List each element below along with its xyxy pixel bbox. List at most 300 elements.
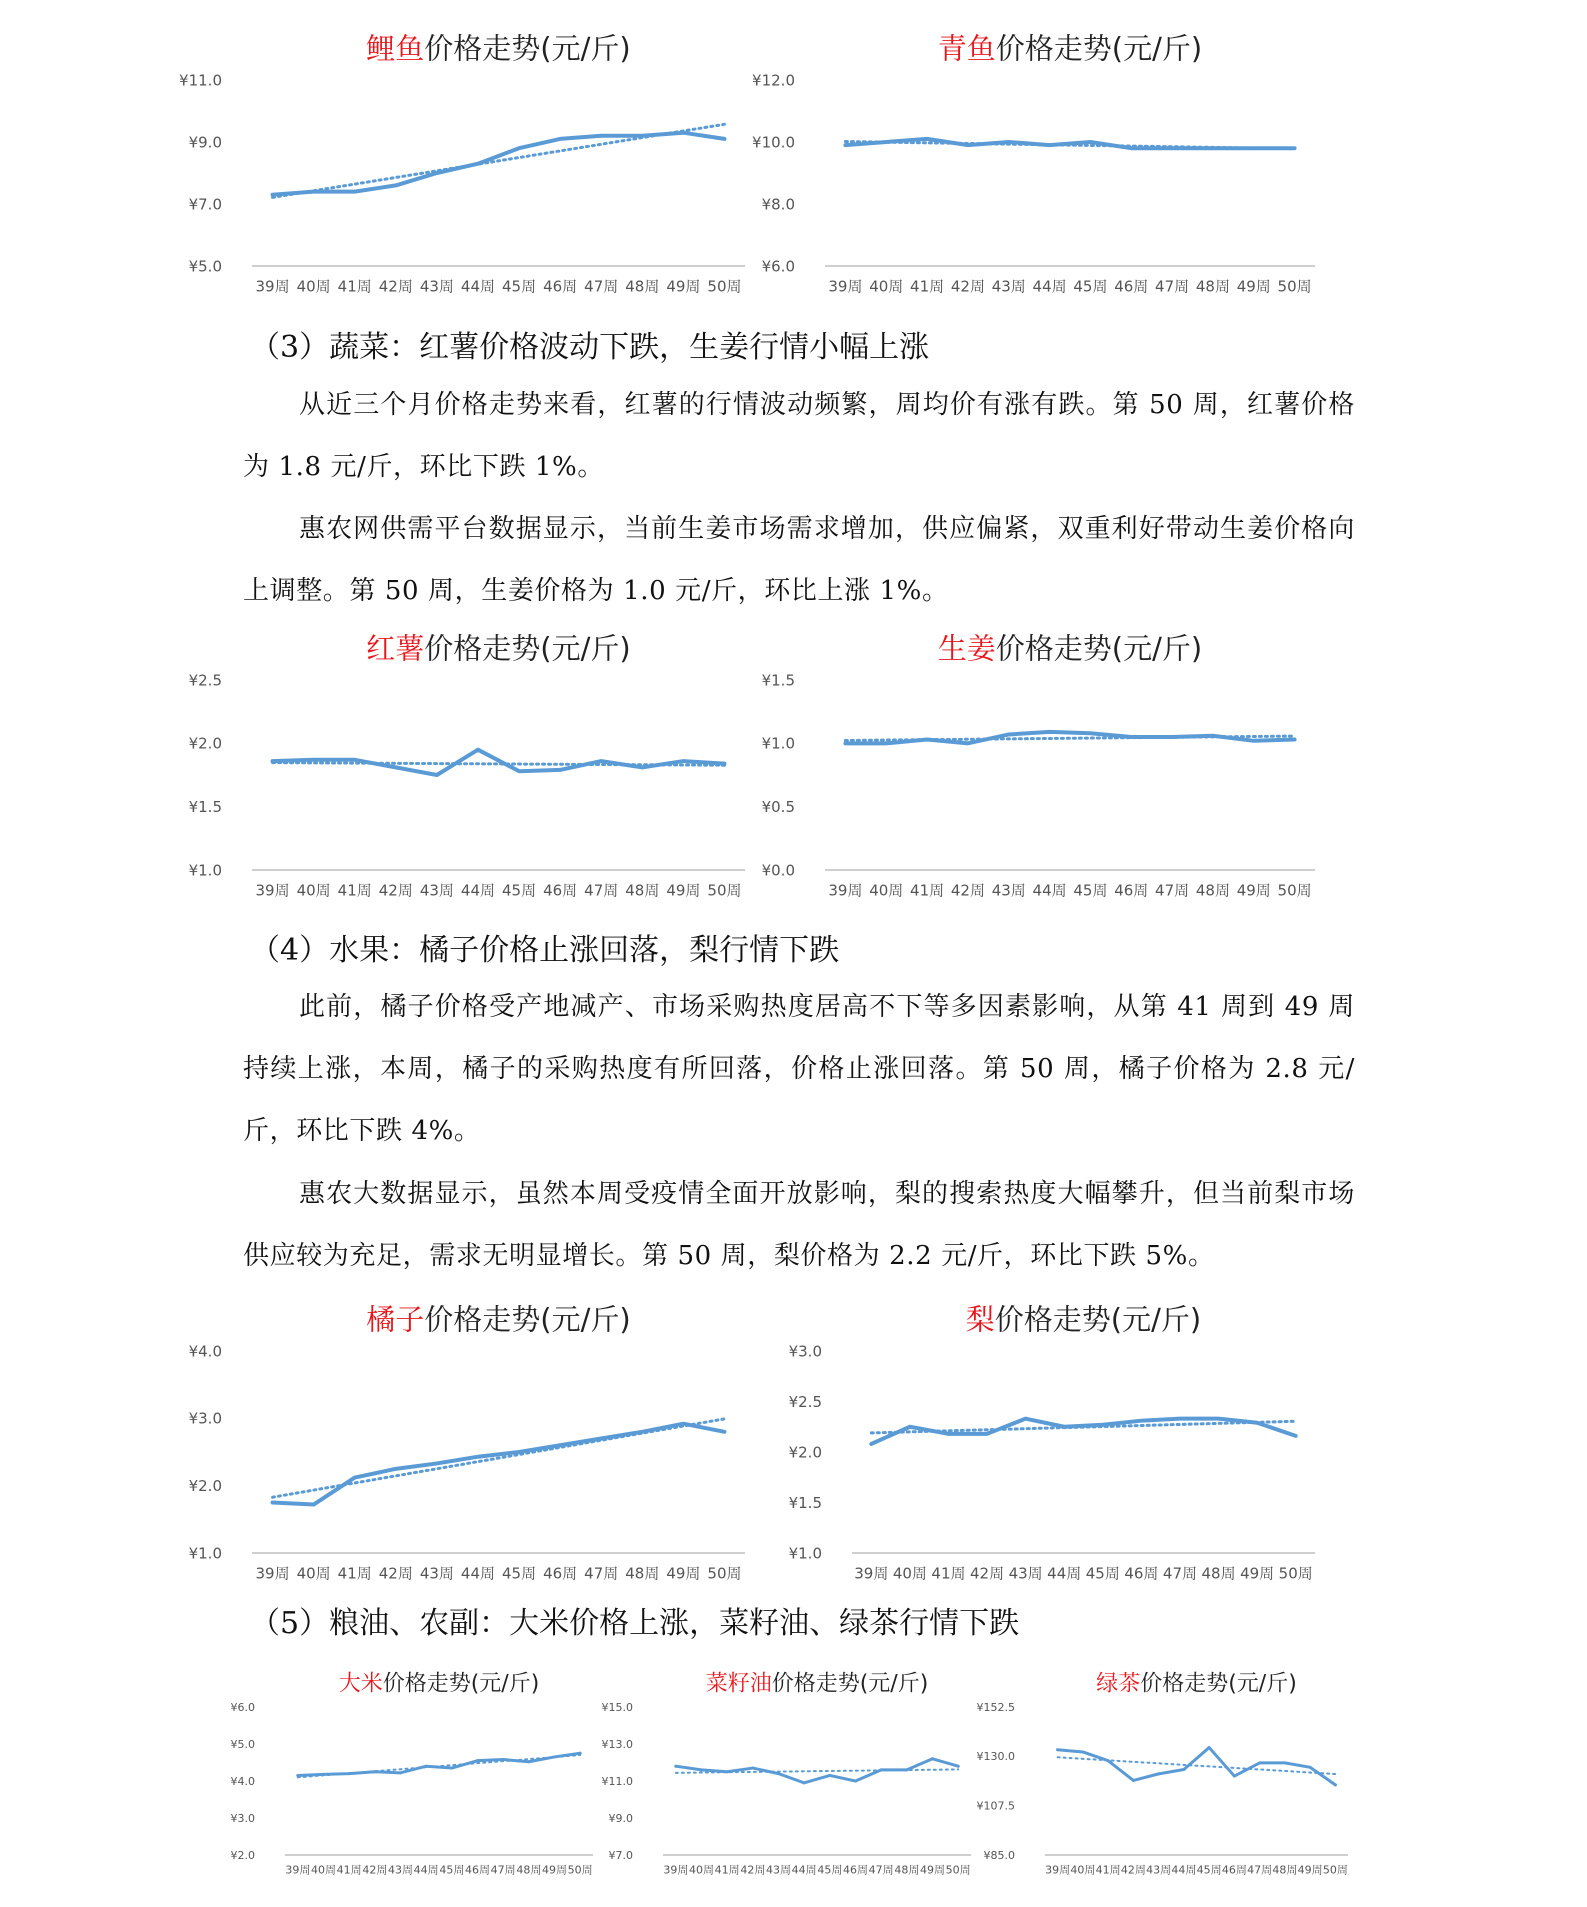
x-tick-label: 48周 (625, 277, 660, 296)
data-point (1252, 147, 1255, 150)
data-point (1132, 1779, 1135, 1782)
x-tick-label: 50周 (567, 1863, 593, 1877)
data-point (553, 1755, 556, 1758)
data-point (931, 1757, 934, 1760)
x-tick-label: 49周 (1240, 1564, 1275, 1583)
x-tick-label: 50周 (1322, 1863, 1348, 1877)
data-point (450, 1767, 453, 1770)
data-point (312, 758, 315, 761)
x-tick-label: 39周 (828, 881, 863, 900)
y-tick-label: ¥1.5 (761, 671, 795, 690)
x-tick-label: 39周 (255, 1564, 290, 1583)
chart-title (366, 1302, 630, 1336)
x-tick-label: 44周 (413, 1863, 439, 1877)
data-point (476, 162, 479, 165)
chart-title-product: 鲤鱼 (366, 31, 425, 66)
x-tick-label: 44周 (1171, 1863, 1197, 1877)
paragraph-ginger: 惠农网供需平台数据显示，当前生姜市场需求增加，供应偏紧，双重利好带动生姜价格向上调整。第 50 周，生姜价格为 1.0 元/斤，环比上涨 1%。 (243, 514, 1355, 606)
data-point (435, 1462, 438, 1465)
data-point (435, 774, 438, 777)
x-tick-label: 41周 (910, 277, 945, 296)
y-tick-label: ¥1.5 (188, 797, 222, 816)
data-point (966, 144, 969, 147)
x-tick-label: 50周 (945, 1863, 971, 1877)
x-tick-label: 41周 (931, 1564, 966, 1583)
y-tick-label: ¥15.0 (601, 1700, 633, 1714)
x-tick-label: 47周 (1155, 881, 1190, 900)
x-tick-label: 43周 (419, 881, 454, 900)
chart-title-unit: 价格走势(元/斤) (424, 1302, 631, 1337)
data-point (271, 193, 274, 196)
data-point (777, 1772, 780, 1775)
chart-pear (780, 1303, 1335, 1603)
x-tick-label: 45周 (501, 277, 537, 296)
chart-svg (760, 632, 1335, 920)
chart-title-unit: 价格走势(元/斤) (995, 31, 1203, 66)
chart-svg (190, 632, 765, 920)
data-point (926, 738, 929, 741)
x-tick-label: 40周 (296, 1564, 331, 1583)
data-point (870, 1442, 873, 1445)
data-point (1063, 1425, 1066, 1428)
chart-title-unit: 价格走势(元/斤) (994, 1302, 1202, 1337)
y-tick-label: ¥0.0 (761, 861, 795, 880)
data-point (1048, 144, 1051, 147)
data-point (1007, 733, 1010, 736)
chart-title-unit: 价格走势(元/斤) (382, 1671, 540, 1697)
x-tick-label: 41周 (337, 881, 372, 900)
data-point (641, 134, 644, 137)
x-tick-label: 49周 (666, 277, 701, 296)
y-tick-label: ¥11.0 (179, 71, 222, 90)
data-point (1283, 1761, 1286, 1764)
data-point (502, 1758, 505, 1761)
chart-svg (230, 1665, 605, 1895)
data-point (885, 141, 888, 144)
data-point (1171, 736, 1174, 739)
chart-svg (976, 1665, 1360, 1895)
data-point (1107, 1759, 1110, 1762)
data-point (1211, 734, 1214, 737)
data-point (1309, 1766, 1312, 1769)
x-tick-label: 42周 (362, 1863, 388, 1877)
x-tick-label: 39周 (255, 881, 290, 900)
data-point (348, 1772, 351, 1775)
data-point (1048, 730, 1051, 733)
x-tick-label: 42周 (1120, 1863, 1146, 1877)
y-tick-label: ¥8.0 (761, 195, 795, 214)
data-point (682, 131, 685, 134)
y-tick-label: ¥7.0 (608, 1848, 633, 1862)
data-point (947, 1432, 950, 1435)
data-point (723, 762, 726, 765)
data-point (353, 1476, 356, 1479)
y-tick-label: ¥85.0 (983, 1848, 1015, 1862)
y-tick-label: ¥4.0 (188, 1342, 222, 1361)
y-tick-label: ¥10.0 (752, 133, 795, 152)
chart-title-unit: 价格走势(元/斤) (424, 31, 631, 66)
x-tick-label: 43周 (419, 277, 454, 296)
data-point (1056, 1748, 1059, 1751)
data-point (1007, 141, 1010, 144)
data-point (312, 190, 315, 193)
x-tick-label: 42周 (950, 277, 985, 296)
data-point (476, 1759, 479, 1762)
data-point (803, 1781, 806, 1784)
x-tick-label: 50周 (707, 1564, 742, 1583)
x-tick-label: 50周 (707, 277, 742, 296)
x-tick-label: 41周 (714, 1863, 740, 1877)
chart-title-product: 菜籽油 (705, 1671, 772, 1697)
x-tick-label: 49周 (1297, 1863, 1323, 1877)
chart-sweet-potato (190, 632, 765, 920)
data-point (1208, 1746, 1211, 1749)
data-point (1171, 147, 1174, 150)
chart-title-unit: 价格走势(元/斤) (995, 631, 1203, 666)
x-tick-label: 46周 (543, 277, 578, 296)
x-tick-label: 42周 (950, 881, 985, 900)
x-tick-label: 50周 (707, 881, 742, 900)
y-tick-label: ¥130.0 (976, 1750, 1015, 1764)
x-tick-label: 39周 (854, 1564, 889, 1583)
chart-title-product: 青鱼 (937, 31, 996, 66)
data-point (828, 1774, 831, 1777)
data-point (296, 1774, 299, 1777)
x-tick-label: 46周 (1124, 1564, 1159, 1583)
chart-title-product: 大米 (338, 1671, 383, 1697)
data-point (844, 742, 847, 745)
x-tick-label: 48周 (516, 1863, 542, 1877)
data-point (674, 1765, 677, 1768)
chart-svg (780, 1303, 1335, 1603)
x-tick-label: 39周 (1045, 1863, 1071, 1877)
x-tick-label: 40周 (1070, 1863, 1096, 1877)
chart-title-product: 生姜 (937, 631, 996, 666)
x-tick-label: 43周 (766, 1863, 791, 1877)
x-tick-label: 45周 (1085, 1564, 1120, 1583)
y-tick-label: ¥5.0 (188, 257, 222, 276)
x-tick-label: 49周 (666, 1564, 701, 1583)
data-point (641, 766, 644, 769)
x-tick-label: 39周 (285, 1863, 311, 1877)
y-tick-label: ¥4.0 (230, 1774, 255, 1788)
x-tick-label: 44周 (460, 881, 496, 900)
y-tick-label: ¥9.0 (608, 1811, 633, 1825)
x-tick-label: 40周 (892, 1564, 927, 1583)
heading-vegetables: （3）蔬菜：红薯价格波动下跌，生姜行情小幅上涨 (250, 330, 930, 365)
data-point (1140, 1419, 1143, 1422)
data-point (966, 742, 969, 745)
y-tick-label: ¥1.0 (188, 1544, 222, 1563)
y-tick-label: ¥2.5 (188, 671, 222, 690)
x-tick-label: 48周 (1201, 1564, 1236, 1583)
data-point (854, 1780, 857, 1783)
x-tick-label: 50周 (1277, 881, 1312, 900)
data-point (1258, 1761, 1261, 1764)
data-point (957, 1765, 960, 1768)
data-point (559, 768, 562, 771)
chart-title-unit: 价格走势(元/斤) (424, 631, 631, 666)
chart-rapeseed-oil (601, 1665, 983, 1895)
data-point (1252, 739, 1255, 742)
y-tick-label: ¥1.5 (788, 1493, 822, 1512)
y-tick-label: ¥2.0 (188, 734, 222, 753)
data-point (908, 1425, 911, 1428)
paragraph-sweet-potato: 从近三个月价格走势来看，红薯的行情波动频繁，周均价有涨有跌。第 50 周，红薯价格为 1.8 元/斤，环比下跌 1%。 (243, 390, 1355, 482)
data-point (986, 1432, 989, 1435)
chart-title-product: 梨 (965, 1302, 995, 1337)
chart-title (938, 631, 1202, 665)
y-tick-label: ¥2.0 (788, 1443, 822, 1462)
chart-title-unit: 价格走势(元/斤) (1140, 1671, 1297, 1697)
paragraph-pear: 惠农大数据显示，虽然本周受疫情全面开放影响，梨的搜索热度大幅攀升，但当前梨市场供应较为充足，需求无明显增长。第 50 周，梨价格为 2.2 元/斤，环比下跌 5%。 (243, 1179, 1355, 1271)
x-tick-label: 42周 (378, 277, 413, 296)
x-tick-label: 46周 (1114, 277, 1149, 296)
y-tick-label: ¥2.0 (230, 1848, 255, 1862)
x-tick-label: 39周 (663, 1863, 689, 1877)
y-tick-label: ¥3.0 (188, 1409, 222, 1428)
paragraph-tangerine: 此前，橘子价格受产地减产、市场采购热度居高不下等多因素影响，从第 41 周到 49 周持续上涨，本周，橘子的采购热度有所回落，价格止涨回落。第 50 周，橘子价格为 2.8 元/斤，环比下跌 4%。 (243, 992, 1355, 1146)
x-tick-label: 46周 (465, 1863, 490, 1877)
data-point (682, 1422, 685, 1425)
data-point (373, 1770, 376, 1773)
y-tick-label: ¥1.0 (188, 861, 222, 880)
x-tick-label: 44周 (1032, 881, 1067, 900)
data-point (559, 1444, 562, 1447)
data-point (518, 1451, 521, 1454)
x-tick-label: 41周 (337, 1564, 372, 1583)
chart-title-product: 绿茶 (1096, 1671, 1141, 1697)
data-point (723, 1430, 726, 1433)
data-point (905, 1768, 908, 1771)
x-tick-label: 46周 (543, 881, 578, 900)
data-point (476, 1455, 479, 1458)
chart-title (1096, 1672, 1297, 1697)
data-point (641, 1430, 644, 1433)
data-point (600, 134, 603, 137)
x-tick-label: 50周 (1277, 277, 1312, 296)
x-tick-label: 45周 (501, 881, 537, 900)
x-tick-label: 49周 (1236, 881, 1271, 900)
x-tick-label: 50周 (1278, 1564, 1313, 1583)
data-point (885, 742, 888, 745)
x-tick-label: 49周 (920, 1863, 945, 1877)
x-tick-label: 40周 (869, 277, 904, 296)
y-tick-label: ¥3.0 (230, 1811, 255, 1825)
y-tick-label: ¥107.5 (976, 1799, 1015, 1813)
x-tick-label: 47周 (584, 881, 619, 900)
chart-title (339, 1672, 540, 1697)
chart-tangerine (190, 1303, 765, 1603)
data-point (1089, 732, 1092, 735)
chart-title (706, 1672, 929, 1697)
y-tick-label: ¥1.0 (788, 1544, 822, 1563)
y-tick-label: ¥2.0 (188, 1476, 222, 1495)
chart-title (366, 631, 630, 665)
x-tick-label: 44周 (460, 1564, 496, 1583)
chart-title-unit: 价格走势(元/斤) (771, 1671, 929, 1697)
data-point (726, 1770, 729, 1773)
chart-svg (601, 1665, 983, 1895)
x-tick-label: 45周 (817, 1863, 843, 1877)
x-tick-label: 43周 (991, 881, 1026, 900)
chart-title (938, 31, 1202, 65)
chart-title (966, 1302, 1201, 1336)
y-tick-label: ¥5.0 (230, 1737, 255, 1751)
data-point (723, 137, 726, 140)
data-point (1233, 1775, 1236, 1778)
x-tick-label: 48周 (1195, 277, 1230, 296)
x-tick-label: 41周 (910, 881, 945, 900)
y-tick-label: ¥13.0 (601, 1737, 633, 1751)
data-point (926, 137, 929, 140)
y-tick-label: ¥0.5 (761, 797, 795, 816)
data-point (271, 760, 274, 763)
y-tick-label: ¥9.0 (188, 133, 222, 152)
data-point (1081, 1750, 1084, 1753)
heading-grain-oil: （5）粮油、农副：大米价格上涨，菜籽油、绿茶行情下跌 (250, 1606, 1020, 1641)
x-tick-label: 42周 (969, 1564, 1005, 1583)
x-tick-label: 48周 (894, 1863, 920, 1877)
x-tick-label: 43周 (991, 277, 1026, 296)
chart-title-product: 橘子 (366, 1302, 425, 1337)
y-tick-label: ¥3.0 (788, 1342, 822, 1361)
x-tick-label: 43周 (388, 1863, 413, 1877)
data-point (1293, 738, 1296, 741)
y-tick-label: ¥1.0 (761, 734, 795, 753)
chart-svg (752, 28, 1335, 316)
series-line (298, 1753, 580, 1775)
data-point (1130, 147, 1133, 150)
y-tick-label: ¥2.5 (788, 1392, 822, 1411)
data-point (700, 1768, 703, 1771)
data-point (425, 1765, 428, 1768)
data-point (1089, 141, 1092, 144)
x-tick-label: 43周 (1146, 1863, 1172, 1877)
x-tick-label: 46周 (543, 1564, 578, 1583)
x-tick-label: 49周 (542, 1863, 567, 1877)
x-tick-label: 44周 (791, 1863, 817, 1877)
x-tick-label: 49周 (666, 881, 701, 900)
x-tick-label: 42周 (740, 1863, 766, 1877)
x-tick-label: 40周 (296, 881, 331, 900)
chart-title-product: 红薯 (366, 631, 425, 666)
chart-title (366, 31, 630, 65)
x-tick-label: 48周 (625, 881, 660, 900)
x-tick-label: 43周 (1008, 1564, 1043, 1583)
x-tick-label: 46周 (1221, 1863, 1247, 1877)
data-point (476, 748, 479, 751)
x-tick-label: 41周 (337, 277, 372, 296)
data-point (1157, 1772, 1160, 1775)
x-tick-label: 45周 (1196, 1863, 1222, 1877)
y-tick-label: ¥152.5 (976, 1700, 1015, 1714)
x-tick-label: 44周 (1047, 1564, 1082, 1583)
chart-black-carp (752, 28, 1335, 316)
chart-svg (190, 1303, 765, 1603)
data-point (271, 1501, 274, 1504)
data-point (435, 172, 438, 175)
data-point (527, 1760, 530, 1763)
data-point (600, 760, 603, 763)
x-tick-label: 45周 (501, 1564, 537, 1583)
data-point (559, 137, 562, 140)
x-tick-label: 47周 (1247, 1863, 1273, 1877)
data-point (353, 190, 356, 193)
y-tick-label: ¥6.0 (230, 1700, 255, 1714)
y-tick-label: ¥12.0 (752, 71, 795, 90)
chart-rice (230, 1665, 605, 1895)
data-point (1334, 1783, 1337, 1786)
data-point (394, 1467, 397, 1470)
x-tick-label: 47周 (1155, 277, 1190, 296)
x-tick-label: 46周 (843, 1863, 868, 1877)
data-point (518, 770, 521, 773)
data-point (1217, 1417, 1220, 1420)
data-point (1101, 1423, 1104, 1426)
data-point (1256, 1421, 1259, 1424)
data-point (1293, 147, 1296, 150)
x-tick-label: 47周 (584, 277, 619, 296)
data-point (518, 147, 521, 150)
x-tick-label: 47周 (584, 1564, 619, 1583)
data-point (312, 1503, 315, 1506)
x-tick-label: 41周 (1095, 1863, 1121, 1877)
x-tick-label: 48周 (1272, 1863, 1298, 1877)
x-tick-label: 42周 (378, 881, 413, 900)
x-tick-label: 46周 (1114, 881, 1149, 900)
data-point (399, 1771, 402, 1774)
x-tick-label: 40周 (689, 1863, 714, 1877)
chart-svg (179, 28, 765, 316)
chart-ginger (760, 632, 1335, 920)
x-tick-label: 43周 (419, 1564, 454, 1583)
data-point (394, 184, 397, 187)
chart-green-tea (976, 1665, 1360, 1895)
x-tick-label: 45周 (1073, 881, 1108, 900)
y-tick-label: ¥7.0 (188, 195, 222, 214)
data-point (751, 1767, 754, 1770)
x-tick-label: 44周 (1032, 277, 1067, 296)
data-point (844, 144, 847, 147)
x-tick-label: 48周 (625, 1564, 660, 1583)
y-tick-label: ¥6.0 (761, 257, 795, 276)
series-line (273, 1424, 725, 1505)
x-tick-label: 42周 (378, 1564, 413, 1583)
x-tick-label: 40周 (869, 881, 904, 900)
x-tick-label: 40周 (311, 1863, 336, 1877)
x-tick-label: 49周 (1236, 277, 1271, 296)
data-point (1024, 1417, 1027, 1420)
data-point (682, 760, 685, 763)
heading-fruits: （4）水果：橘子价格止涨回落，梨行情下跌 (250, 933, 840, 968)
y-tick-label: ¥11.0 (601, 1774, 633, 1788)
data-point (1178, 1417, 1181, 1420)
data-point (1130, 736, 1133, 739)
x-tick-label: 39周 (255, 277, 290, 296)
x-tick-label: 41周 (336, 1863, 362, 1877)
x-tick-label: 45周 (439, 1863, 465, 1877)
chart-carp (179, 28, 765, 316)
data-point (353, 758, 356, 761)
x-tick-label: 47周 (1162, 1564, 1198, 1583)
x-tick-label: 48周 (1195, 881, 1230, 900)
x-tick-label: 40周 (296, 277, 331, 296)
x-tick-label: 39周 (828, 277, 863, 296)
x-tick-label: 47周 (490, 1863, 516, 1877)
data-point (600, 1437, 603, 1440)
data-point (1294, 1434, 1297, 1437)
